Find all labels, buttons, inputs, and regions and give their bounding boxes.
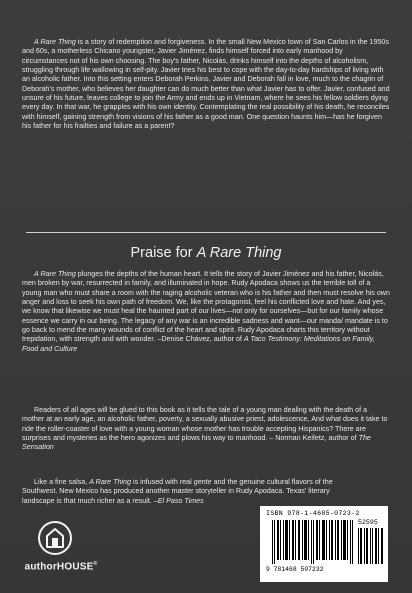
barcode-bars (272, 520, 354, 564)
book-house-icon (38, 521, 72, 555)
publisher-name (16, 561, 106, 572)
praise-heading (0, 245, 412, 261)
review-keifetz-book: The Sensation (22, 434, 371, 452)
review-chavez-book: A Taco Testimony: Meditations on Family, Food and Culture (22, 335, 375, 353)
review-ept-text-a: Like a fine salsa, (34, 478, 90, 486)
isbn-barcode (260, 506, 388, 582)
review-ept-gente: gente (193, 478, 212, 486)
publisher-name-text: authorHOUSE (24, 561, 94, 573)
review-ept-title: A Rare Thing (89, 478, 131, 486)
review-chavez (22, 270, 390, 354)
isbn-label: ISBN 978-1-4685-0723-2 (266, 510, 360, 517)
praise-heading-title: A Rare Thing (196, 245, 282, 261)
synopsis-title: A Rare Thing (34, 38, 76, 46)
section-divider (26, 232, 386, 233)
synopsis-text: is a story of redemption and forgiveness. In the small New Mexico town of San Carlos in the 1950s and 60s, a motherless Chicano youngster, Javier Jiménez, finds himself forced into early manhood by circumstances not of his own choosing. The boy's father, Nicolás, drinks himself into the depths of alcoholism, struggling through life wallowing in self-pity. Javier tries his best to cope with the day-to-day hardships of living with an alcoholic father. Into this setting enters Deborah Perkins. Javier and Deborah fall in love, much to the chagrin of Deborah's mother, who believes her daughter can do much better than what Javier has to offer. Javier, confused and unsure of his future, leaves college to join the Army and ends up in Vietnam, where he sees his fellow soldiers dying every day. In that war, he grapples with his own identity. Contemplating the real possibility of his death, he reconciles with himself, gaining strength from visions of his father as a good man. One question haunts him—has he forgiven his father for his frailties and failure as a parent? (22, 38, 390, 131)
review-ept-text-b: is infused with real (131, 478, 194, 486)
barcode-addon-number: 52595 (358, 519, 378, 526)
review-ept-source: El Paso Times (157, 496, 204, 505)
synopsis-paragraph (22, 38, 390, 131)
praise-heading-text: Praise for (130, 245, 197, 261)
barcode-number: 9 781468 507232 (266, 566, 324, 573)
publisher-logo (16, 521, 116, 581)
barcode-addon-bars (358, 528, 384, 564)
review-el-paso-times (22, 478, 362, 506)
review-ept-text-c: and the genuine cultural flavors of the Southwest. New Mexico has produced another master storyteller in Rudy Apodaca. Texas' literary landscape is that much richer as a result. – (22, 478, 333, 505)
review-chavez-text: plunges the depths of the human heart. It tells the story of Javier Jiménez and his father, Nicolás, men broken by war, resurrected in family, and illuminated in hope. Rudy Apodaca shows us the terrible toll of a young man who must share a room with the raging alcoholic veteran who is his father and then must resolve his own anger and loss to seek his own path of freedom. We, like the protagonist, feel his conflicted love and hate. And yes, we know that likewise we must heal the haunted part of our lives—not only for ourselves—but for our family whose essence we carry in our being. The legacy of any war is an incredible sadness and want—our manda/ mandate is to go back to mend the many wounds of conflict of the heart and spirit. Rudy Apodaca charts this territory without trepidation, with strength and with wonder. –Denise Chávez, author of (22, 270, 390, 344)
review-keifetz (22, 406, 390, 453)
review-keifetz-text: Readers of all ages will be glued to this book as it tells the tale of a young man dealing with the death of a mother at an early age, an alcoholic father, poverty, a sexually abusive priest, adolescence, And what does it take to ride the roller-coaster of love with a young woman whose mother has trouble accepting Hispanics? There are surprises and mysteries as the hero agonizes and plows his way to manhood. – Norman Keifetz, author of (22, 406, 388, 443)
registered-mark: ® (93, 561, 98, 567)
review-chavez-title: A Rare Thing (34, 270, 76, 278)
